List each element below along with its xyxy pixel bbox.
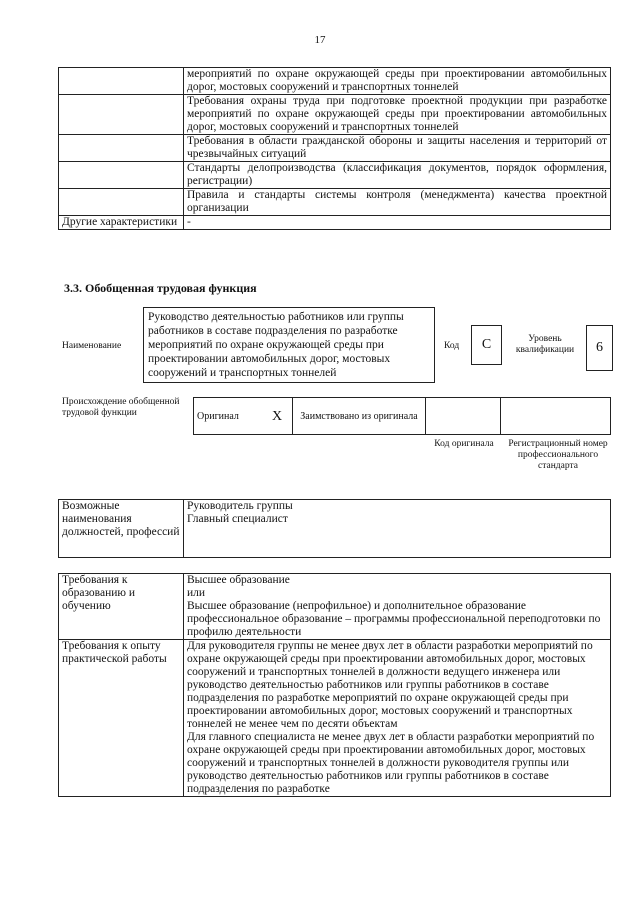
- level-value: 6: [586, 325, 613, 371]
- position-line: Руководитель группы: [187, 500, 293, 512]
- table-row: [59, 189, 611, 216]
- table-row: [194, 398, 611, 435]
- top-characteristics-table: [58, 67, 611, 230]
- positions-table: [58, 499, 611, 558]
- experience-label: Требования к опыту практической работы: [59, 640, 184, 797]
- education-values: [184, 574, 611, 640]
- table-cell: [59, 189, 184, 216]
- table-cell: [59, 68, 184, 95]
- code-original-cell: [426, 398, 501, 435]
- table-cell: Требования охраны труда при подготовке проектной продукции при разработке мероприятий по охране окружающей среды при проектировании автомобильных дорог, мостовых сооружений и транспортных тоннелей: [184, 95, 611, 135]
- table-cell: Требования в области гражданской обороны и защиты населения и территорий от чрезвычайных ситуаций: [184, 135, 611, 162]
- table-cell: Правила и стандарты системы контроля (менеджмента) качества проектной организации: [184, 189, 611, 216]
- borrowed-label: Заимствовано из оригинала: [293, 398, 426, 435]
- experience-paragraph: Для руководителя группы не менее двух лет в области разработки мероприятий по охране окружающей среды при проектировании автомобильных дорог, мостовых сооружений и транспортных тоннелей в должности ведущего инженера или руководство деятельностью работников или группы работников в составе подразделения по разработке мероприятий по охране окружающей среды при проектировании автомобильных дорог, мостовых сооружений и транспортных тоннелей не менее чем по десяти объектам: [187, 640, 593, 730]
- positions-values: [184, 500, 611, 558]
- table-row: [59, 135, 611, 162]
- table-row: [59, 216, 611, 230]
- code-label: Код: [444, 341, 460, 351]
- level-label: Уровень квалификации: [515, 334, 575, 355]
- name-label: Наименование: [62, 341, 122, 351]
- table-cell: мероприятий по охране окружающей среды при проектировании автомобильных дорог, мостовых сооружений и транспортных тоннелей: [184, 68, 611, 95]
- table-cell: Стандарты делопроизводства (классификация документов, порядок оформления, регистрации): [184, 162, 611, 189]
- table-cell: -: [184, 216, 611, 230]
- education-line: или: [187, 587, 206, 599]
- education-line: Высшее образование (непрофильное) и дополнительное образование профессиональное образование – программы профессиональной переподготовки по профилю деятельности: [187, 600, 601, 638]
- table-row: [59, 68, 611, 95]
- table-row: [59, 162, 611, 189]
- table-row: [59, 574, 611, 640]
- requirements-table: [58, 573, 611, 797]
- origin-label: Происхождение обобщенной трудовой функции: [62, 397, 180, 418]
- reg-number-label: Регистрационный номер профессионального стандарта: [508, 439, 608, 471]
- table-cell: [59, 162, 184, 189]
- positions-label: Возможные наименования должностей, профессий: [59, 500, 184, 558]
- experience-values: [184, 640, 611, 797]
- original-mark: X: [262, 398, 293, 435]
- table-cell: [59, 135, 184, 162]
- code-value: С: [471, 325, 502, 365]
- table-cell: [59, 95, 184, 135]
- experience-paragraph: Для главного специалиста не менее двух лет в области разработки мероприятий по охране окружающей среды при проектировании автомобильных дорог, мостовых сооружений и транспортных тоннелей в должности руководителя группы или руководство деятельностью работников или группы работников в составе подразделения по разработке: [187, 731, 595, 795]
- table-row: [59, 500, 611, 558]
- other-characteristics-label: Другие характеристики: [59, 216, 184, 230]
- education-label: Требования к образованию и обучению: [59, 574, 184, 640]
- position-line: Главный специалист: [187, 513, 288, 525]
- page-number: 17: [314, 34, 326, 46]
- section-title: 3.3. Обобщенная трудовая функция: [64, 281, 257, 295]
- education-line: Высшее образование: [187, 574, 290, 586]
- gtf-name-value: Руководство деятельностью работников или группы работников в составе подразделения по разработке мероприятий по охране окружающей среды при проектировании автомобильных дорог, мостовых сооружений и транспортных тоннелей: [143, 307, 435, 383]
- original-label: Оригинал: [194, 398, 263, 435]
- code-original-label: Код оригинала: [434, 439, 494, 449]
- table-row: [59, 640, 611, 797]
- origin-table: [193, 397, 611, 435]
- reg-number-cell: [501, 398, 611, 435]
- table-row: [59, 95, 611, 135]
